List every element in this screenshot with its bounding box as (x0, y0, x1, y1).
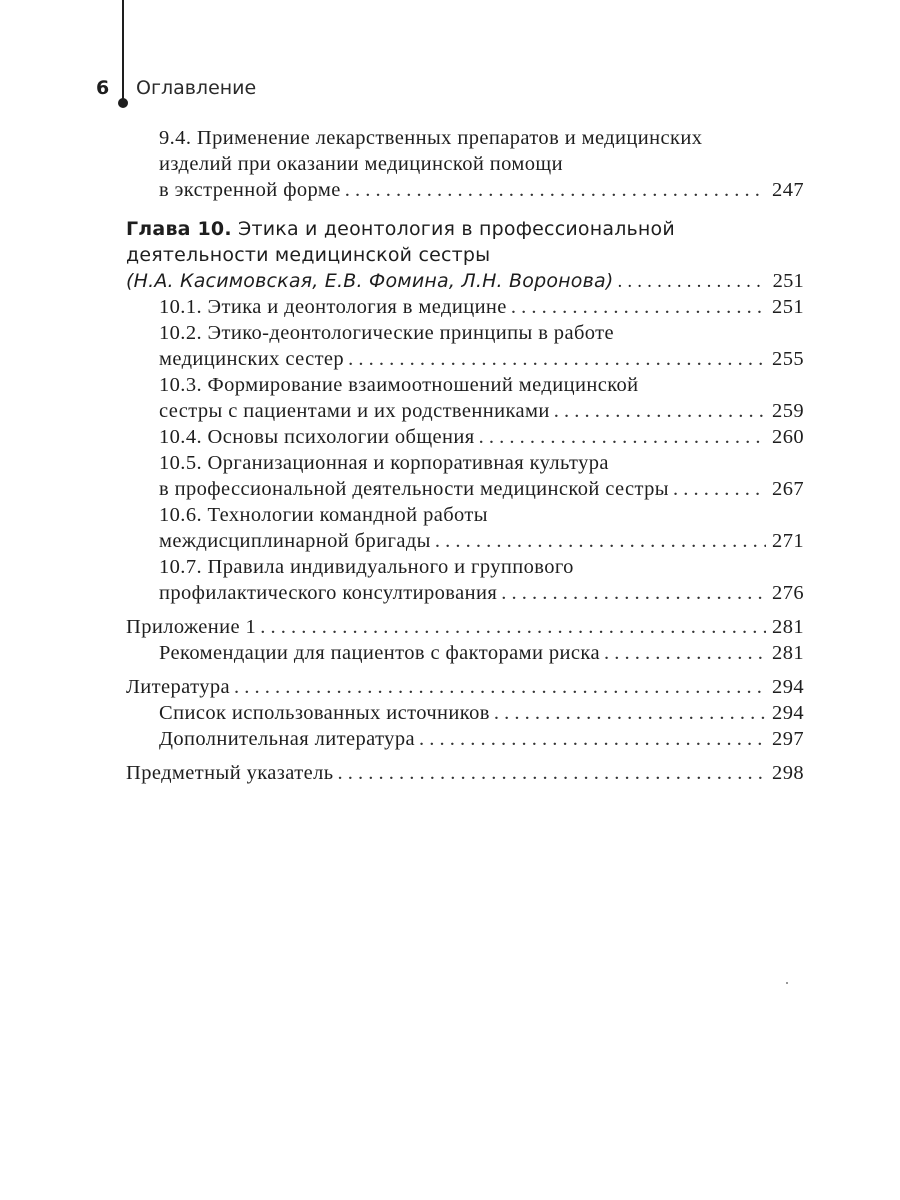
chapter-10-authors[interactable] (126, 268, 804, 295)
toc-page-number: 259 (772, 400, 804, 422)
dot-leader (338, 760, 767, 786)
toc-entry-text: 10.4. Основы психологии общения (159, 426, 475, 448)
chapter-10-title-line2: деятельности медицинской сестры (126, 244, 491, 266)
toc-page-number: 294 (772, 676, 804, 698)
rule-dot (118, 98, 128, 108)
toc-entry-literature[interactable] (126, 674, 804, 700)
dot-leader (494, 700, 766, 726)
toc-entry-subject-index[interactable] (126, 760, 804, 786)
toc-entry-10-2[interactable] (159, 346, 804, 372)
dot-leader (419, 726, 766, 752)
dot-leader (479, 424, 766, 450)
dot-leader (604, 640, 766, 666)
toc-entry-10-2-line1: 10.2. Этико-деонтологические принципы в работе (159, 322, 615, 344)
dot-leader (511, 294, 766, 320)
dot-leader (673, 476, 766, 502)
toc-entry-text: Предметный указатель (126, 762, 334, 784)
toc-page-number: 298 (772, 762, 804, 784)
toc-page-number: 251 (772, 270, 804, 292)
toc-entry-10-7[interactable] (159, 580, 804, 606)
chapter-10-title-line1[interactable] (126, 216, 675, 242)
toc-entry-text: Литература (126, 676, 231, 698)
page-number: 6 (96, 77, 110, 99)
toc-entry-10-1[interactable] (159, 294, 804, 320)
toc-entry-text: междисциплинарной бригады (159, 530, 431, 552)
toc-entry-10-3-line1: 10.3. Формирование взаимоотношений медицинской (159, 374, 639, 396)
toc-page-number: 297 (772, 728, 804, 750)
toc-entry-text: Рекомендации для пациентов с факторами риска (159, 642, 600, 664)
chapter-authors-text: (Н.А. Касимовская, Е.В. Фомина, Л.Н. Воронова) (126, 270, 614, 292)
toc-entry-10-6-line1: 10.6. Технологии командной работы (159, 504, 488, 526)
toc-page-number: 281 (772, 642, 804, 664)
toc-entry-text: Приложение 1 (126, 616, 257, 638)
toc-entry-sources-used[interactable] (159, 700, 804, 726)
section-title: Оглавление (136, 77, 257, 99)
toc-entry-9-4-line1: 9.4. Применение лекарственных препаратов и медицинских (159, 127, 703, 149)
toc-entry-9-4-line3: в экстренной форме (159, 179, 341, 201)
toc-entry-10-7-line1: 10.7. Правила индивидуального и группового (159, 556, 574, 578)
toc-page-number: 260 (772, 426, 804, 448)
toc-entry-10-4[interactable] (159, 424, 804, 450)
toc-entry-9-4[interactable] (159, 177, 804, 203)
toc-page-number: 251 (772, 296, 804, 318)
chapter-title-part1: Этика и деонтология в профессиональной (238, 218, 675, 240)
toc-entry-10-5-line1: 10.5. Организационная и корпоративная культура (159, 452, 609, 474)
toc-page-number: 276 (772, 582, 804, 604)
toc-entry-additional-literature[interactable] (159, 726, 804, 752)
toc-page-number: 247 (772, 179, 804, 201)
chapter-label: Глава 10. (126, 218, 232, 240)
toc-page-number: 281 (772, 616, 804, 638)
toc-entry-text: сестры с пациентами и их родственниками (159, 400, 550, 422)
toc-entry-text: профилактического консултирования (159, 582, 498, 604)
toc-entry-appendix-1[interactable] (126, 614, 804, 640)
toc-page-number: 255 (772, 348, 804, 370)
toc-entry-9-4-line2: изделий при оказании медицинской помощи (159, 153, 563, 175)
dot-leader (435, 528, 766, 554)
toc-page-number: 294 (772, 702, 804, 724)
dot-leader (345, 177, 766, 203)
dot-leader (260, 614, 766, 640)
toc-entry-appendix-1-recommendations[interactable] (159, 640, 804, 666)
toc-entry-text: 10.1. Этика и деонтология в медицине (159, 296, 507, 318)
toc-entry-text: Список использованных источников (159, 702, 490, 724)
toc-entry-text: медицинских сестер (159, 348, 345, 370)
toc-page-number: 267 (772, 478, 804, 500)
toc-entry-10-5[interactable] (159, 476, 804, 502)
dot-leader (234, 674, 766, 700)
toc-entry-10-3[interactable] (159, 398, 804, 424)
dot-leader (501, 580, 766, 606)
dot-leader (617, 269, 764, 295)
dot-leader (348, 346, 766, 372)
toc-entry-text: Дополнительная литература (159, 728, 415, 750)
dot-leader (554, 398, 766, 424)
toc-page-number: 271 (772, 530, 804, 552)
paper-speck (786, 982, 788, 984)
vertical-rule (122, 0, 124, 100)
toc-entry-10-6[interactable] (159, 528, 804, 554)
toc-entry-text: в профессиональной деятельности медицинской сестры (159, 478, 669, 500)
